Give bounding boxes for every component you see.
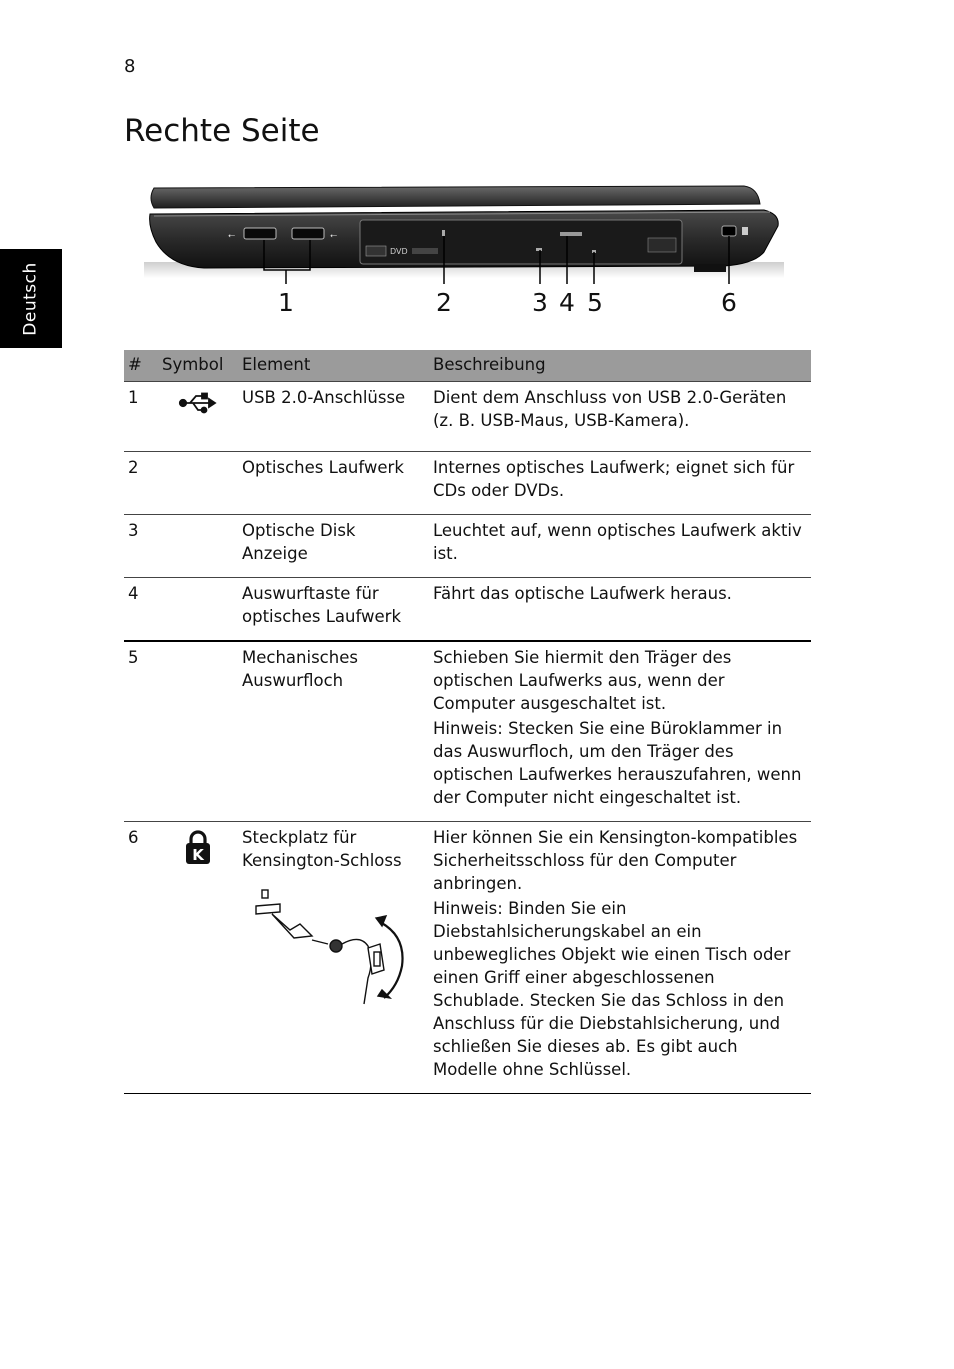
row-description: Dient dem Anschluss von USB 2.0-Geräten (z. B. USB-Maus, USB-Kamera). — [429, 382, 811, 452]
row-number: 3 — [124, 515, 158, 578]
row-description: Leuchtet auf, wenn optisches Laufwerk aktiv ist. — [429, 515, 811, 578]
note-label: Hinweis: — [433, 899, 503, 918]
description-text: Hier können Sie ein Kensington-kompatibles Sicherheitsschloss für den Computer anbringen. — [433, 828, 798, 893]
svg-text:⭠: ⭠ — [228, 231, 236, 241]
header-description: Beschreibung — [429, 350, 811, 382]
optical-drive — [360, 220, 682, 264]
svg-text:⭠: ⭠ — [330, 231, 338, 241]
row-element: Optische Disk Anzeige — [238, 515, 429, 578]
row-symbol — [158, 452, 238, 515]
callout-6: 6 — [721, 288, 737, 317]
table-row — [124, 452, 811, 515]
row-symbol — [158, 822, 238, 1094]
kensington-slot — [722, 226, 736, 236]
row-description: Internes optisches Laufwerk; eignet sich für CDs oder DVDs. — [429, 452, 811, 515]
usb-port-2 — [292, 228, 324, 239]
row-element: USB 2.0-Anschlüsse — [238, 382, 429, 452]
row-description — [429, 822, 811, 1094]
row-symbol — [158, 641, 238, 822]
callout-3: 3 — [532, 288, 548, 317]
note-text: Stecken Sie eine Büroklammer in das Auswurfloch, um den Träger des optischen Laufwerkes herauszufahren, wenn der Computer nicht eingeschaltet ist. — [433, 719, 802, 807]
table-row — [124, 578, 811, 642]
components-table — [124, 350, 811, 1094]
row-number: 5 — [124, 641, 158, 822]
dvd-logo: DVD — [390, 247, 408, 256]
table-header-row — [124, 350, 811, 382]
table-row — [124, 822, 811, 1094]
row-element: Mechanisches Auswurfloch — [238, 641, 429, 822]
row-number: 6 — [124, 822, 158, 1094]
row-number: 2 — [124, 452, 158, 515]
table-row — [124, 515, 811, 578]
kensington-cable-illustration — [250, 886, 410, 1006]
usb-icon — [178, 392, 218, 414]
row-symbol — [158, 578, 238, 642]
row-element — [238, 822, 429, 1094]
row-element: Auswurftaste für optisches Laufwerk — [238, 578, 429, 642]
note — [433, 717, 807, 809]
callout-5: 5 — [587, 288, 603, 317]
row-description — [429, 641, 811, 822]
description-text: Schieben Sie hiermit den Träger des optischen Laufwerks aus, wenn der Computer ausgeschaltet ist. — [433, 648, 732, 713]
callout-1: 1 — [278, 288, 294, 317]
element-text: Steckplatz für Kensington-Schloss — [242, 828, 402, 870]
row-description: Fährt das optische Laufwerk heraus. — [429, 578, 811, 642]
header-symbol: Symbol — [158, 350, 238, 382]
header-number: # — [124, 350, 158, 382]
row-number: 4 — [124, 578, 158, 642]
callout-2: 2 — [436, 288, 452, 317]
page-number: 8 — [124, 56, 136, 77]
laptop-right-side-illustration — [124, 180, 814, 330]
usb-port-1 — [244, 228, 276, 239]
svg-text:K: K — [192, 846, 204, 864]
note — [433, 897, 807, 1081]
row-number: 1 — [124, 382, 158, 452]
row-symbol — [158, 515, 238, 578]
row-element: Optisches Laufwerk — [238, 452, 429, 515]
row-symbol — [158, 382, 238, 452]
page-title: Rechte Seite — [124, 113, 320, 149]
header-element: Element — [238, 350, 429, 382]
language-label: Deutsch — [21, 261, 41, 336]
table-row — [124, 382, 811, 452]
callout-4: 4 — [559, 288, 575, 317]
language-side-tab — [0, 249, 62, 348]
note-label: Hinweis: — [433, 719, 503, 738]
kensington-lock-icon — [183, 830, 213, 866]
note-text: Binden Sie ein Diebstahlsicherungskabel an ein unbewegliches Objekt wie einen Tisch oder einen Griff einer abgeschlossenen Schublade. Stecken Sie das Schloss in den Anschluss für die Diebstahlsicherung, und schließen Sie dieses ab. Es gibt auch Modelle ohne Schlüssel. — [433, 899, 791, 1079]
table-row — [124, 641, 811, 822]
